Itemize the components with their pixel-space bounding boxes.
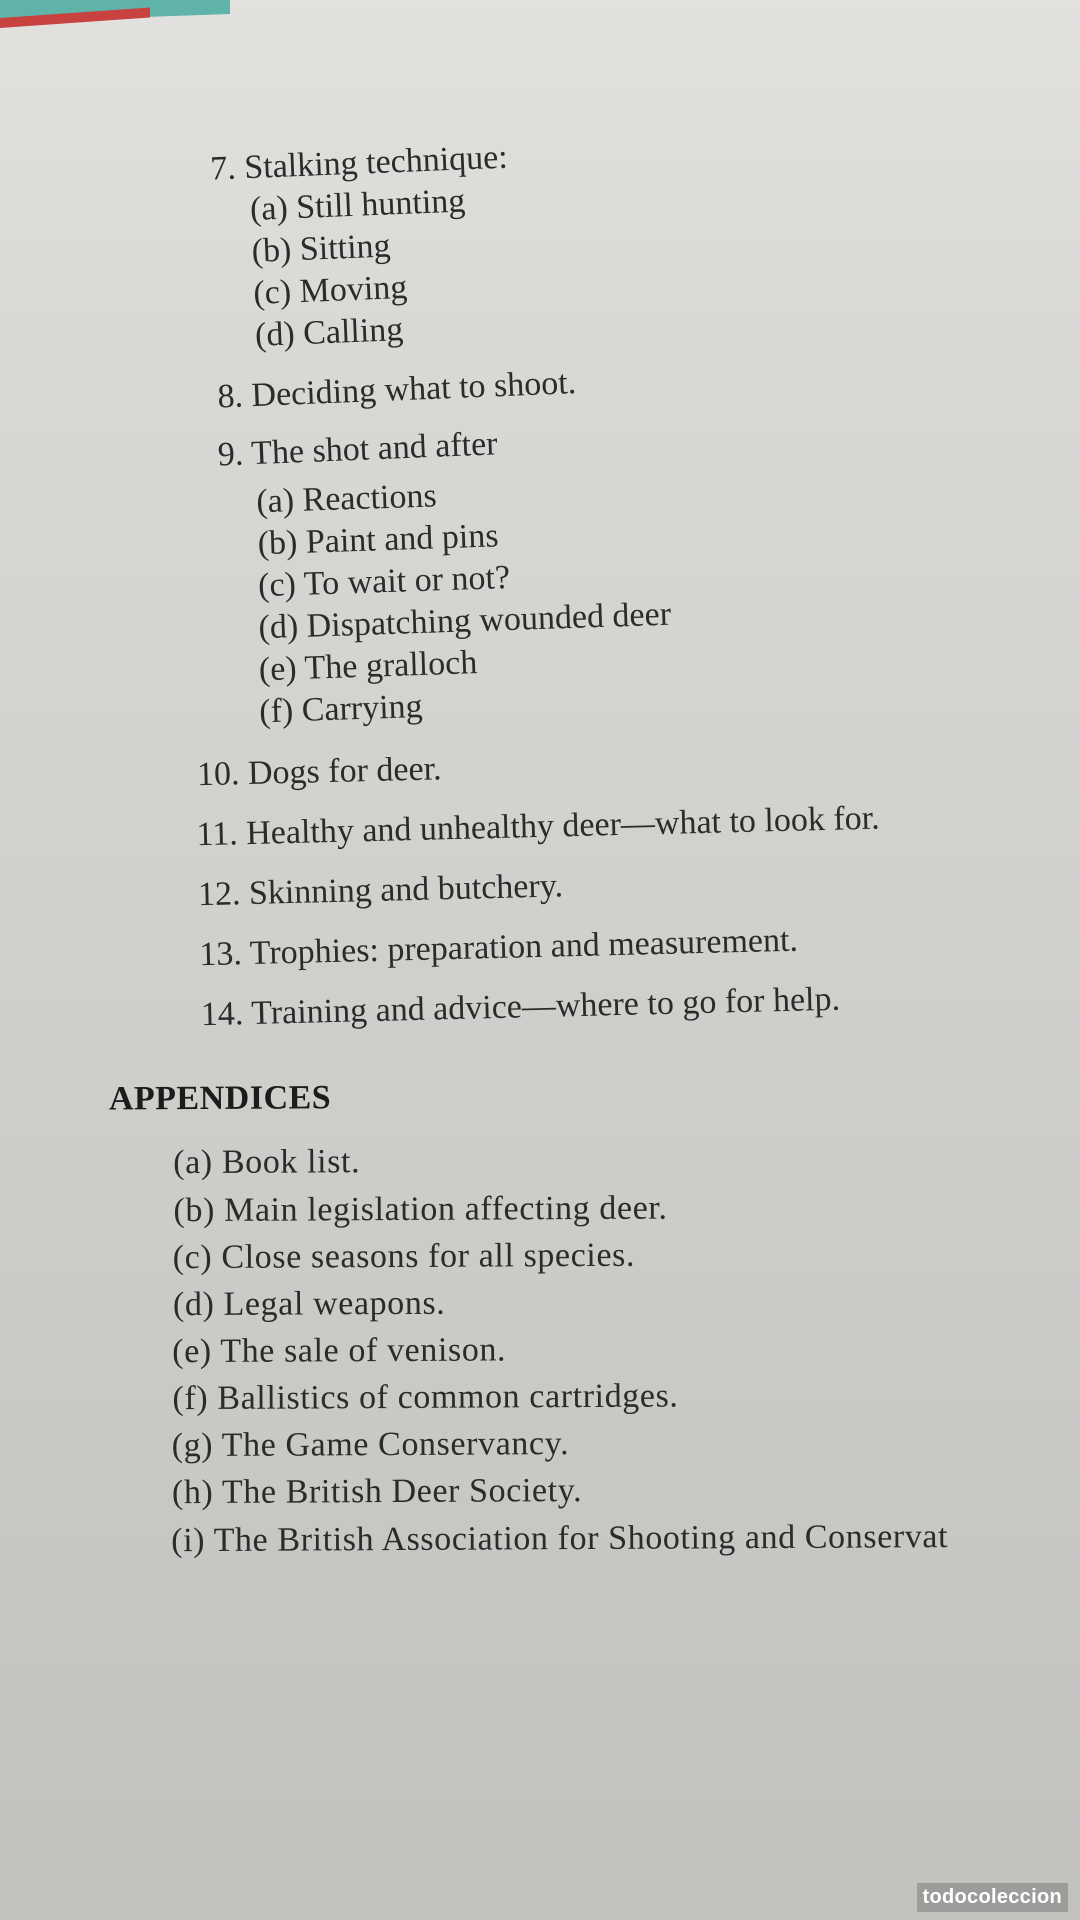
- item-number: (d): [172, 1285, 215, 1324]
- item-number: 11.: [196, 815, 239, 854]
- appendices-heading: APPENDICES: [108, 1079, 332, 1118]
- item-number: (b): [173, 1191, 216, 1230]
- item-number: (e): [258, 650, 298, 689]
- contents-item: [217, 424, 498, 475]
- item-text: Moving: [298, 268, 408, 311]
- item-text: The British Deer Society.: [221, 1472, 583, 1511]
- item-number: (a): [249, 189, 289, 229]
- item-text: Paint and pins: [305, 517, 500, 561]
- item-number: (a): [173, 1143, 213, 1182]
- item-text: The sale of venison.: [220, 1331, 507, 1370]
- item-text: Healthy and unhealthy deer—what to look for.: [245, 799, 881, 853]
- item-text: The British Association for Shooting and Conservat: [213, 1518, 949, 1559]
- item-text: Still hunting: [295, 182, 466, 227]
- item-number: (f): [258, 692, 294, 731]
- contents-subitem: [254, 310, 404, 356]
- item-text: Skinning and butchery.: [248, 867, 564, 913]
- appendix-item: [173, 1236, 635, 1278]
- item-text: Calling: [302, 310, 404, 352]
- contents-item: [197, 866, 563, 915]
- appendix-item: [172, 1377, 678, 1420]
- item-number: (b): [257, 523, 299, 563]
- contents-item: [200, 980, 840, 1036]
- contents-item: [199, 921, 798, 976]
- item-text: Book list.: [221, 1143, 361, 1181]
- item-number: (c): [257, 566, 297, 605]
- contents-item: [197, 749, 442, 795]
- item-text: Stalking technique:: [243, 138, 509, 187]
- item-text: Sitting: [299, 227, 392, 269]
- item-number: 14.: [200, 995, 244, 1034]
- appendix-item: [173, 1142, 360, 1183]
- watermark: todocoleccion: [917, 1883, 1068, 1912]
- item-text: The gralloch: [303, 644, 478, 687]
- item-text: Main legislation affecting deer.: [223, 1189, 668, 1229]
- contents-subitem: [257, 516, 499, 564]
- contents-subitem: [256, 476, 438, 522]
- item-number: (f): [172, 1379, 209, 1418]
- contents-subitem: [258, 643, 478, 690]
- item-number: (g): [171, 1426, 214, 1465]
- item-number: (e): [172, 1332, 212, 1371]
- item-number: (a): [255, 482, 295, 521]
- contents-item: [217, 363, 577, 417]
- item-number: (c): [172, 1238, 213, 1277]
- contents-subitem: [253, 268, 408, 314]
- item-number: 9.: [217, 435, 245, 474]
- item-number: (b): [250, 231, 293, 270]
- item-number: 13.: [198, 935, 243, 974]
- item-number: (h): [171, 1473, 214, 1512]
- item-text: To wait or not?: [303, 558, 511, 603]
- appendix-item: [172, 1471, 582, 1513]
- appendix-item: [173, 1284, 446, 1325]
- appendix-item: [172, 1424, 570, 1466]
- contents-item: [196, 799, 880, 856]
- item-text: Training and advice—where to go for help.: [250, 980, 841, 1032]
- contents-subitem: [259, 687, 424, 732]
- item-text: Ballistics of common cartridges.: [217, 1377, 679, 1417]
- item-text: Carrying: [301, 687, 424, 729]
- appendix-item: [171, 1517, 948, 1561]
- item-text: Close seasons for all species.: [221, 1236, 636, 1276]
- item-number: (i): [171, 1521, 206, 1560]
- item-text: Deciding what to shoot.: [250, 364, 577, 415]
- item-number: (d): [254, 315, 296, 354]
- appendix-item: [173, 1189, 667, 1232]
- contents-subitem: [258, 558, 511, 606]
- item-text: Dispatching wounded deer: [306, 595, 672, 645]
- item-text: The Game Conservancy.: [221, 1425, 570, 1464]
- item-text: Dogs for deer.: [247, 750, 442, 793]
- item-text: Reactions: [301, 477, 438, 519]
- item-text: The shot and after: [250, 425, 499, 473]
- item-number: 12.: [197, 875, 241, 914]
- item-number: 10.: [196, 755, 240, 794]
- item-number: (d): [257, 608, 299, 647]
- appendix-item: [172, 1330, 506, 1372]
- item-number: 8.: [216, 377, 244, 416]
- item-number: (c): [252, 273, 292, 312]
- contents-subitem: [249, 181, 466, 230]
- contents-subitem: [251, 226, 391, 272]
- item-number: 7.: [209, 149, 237, 188]
- item-text: Legal weapons.: [223, 1284, 446, 1323]
- item-text: Trophies: preparation and measurement.: [249, 921, 799, 973]
